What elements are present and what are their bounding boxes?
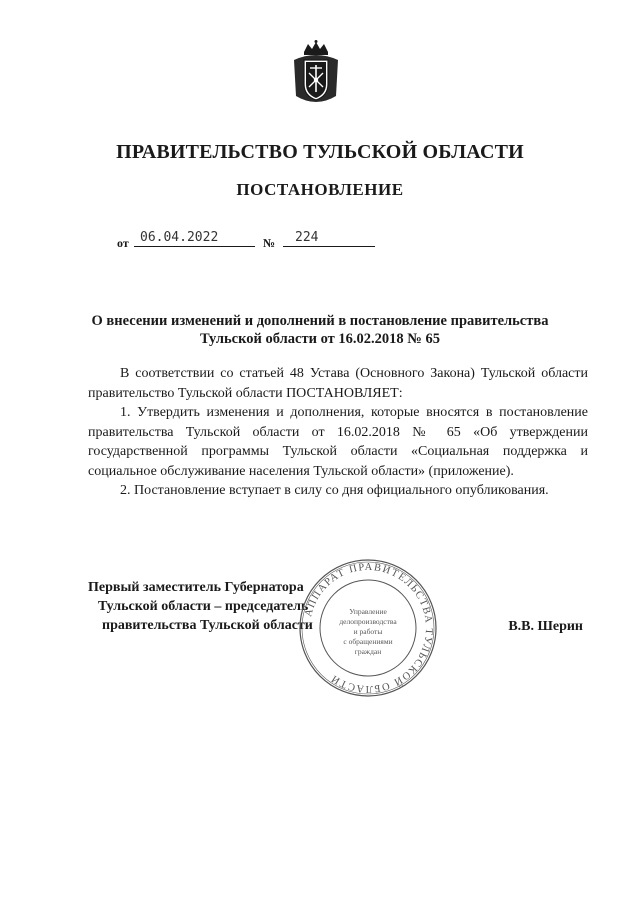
subject-line-2: Тульской области от 16.02.2018 № 65 [200, 331, 440, 347]
body-paragraph-1: В соответствии со статьей 48 Устава (Основного Закона) Тульской области правительство Тульской области ПОСТАНОВЛЯЕТ: [88, 366, 588, 401]
document-body [88, 364, 588, 501]
org-title: ПРАВИТЕЛЬСТВО ТУЛЬСКОЙ ОБЛАСТИ [116, 141, 524, 163]
stamp-inner-line-5: граждан [354, 647, 382, 656]
signer-name: В.В. Шерин [508, 619, 583, 634]
date-label: от [117, 236, 129, 250]
stamp-inner-line-3: и работы [353, 627, 383, 636]
body-paragraph-3: 2. Постановление вступает в силу со дня официального опубликования. [120, 483, 549, 498]
document-type: ПОСТАНОВЛЕНИЕ [236, 180, 404, 199]
stamp-inner-line-1: Управление [349, 607, 387, 616]
official-stamp [297, 557, 439, 699]
stamp-inner-line-4: с обращениями [343, 637, 393, 646]
subject-line-1: О внесении изменений и дополнений в постановление правительства [91, 313, 549, 329]
date-value: 06.04.2022 [140, 230, 219, 245]
number-label: № [263, 236, 276, 250]
stamp-outer-text: АППАРАТ ПРАВИТЕЛЬСТВА ТУЛЬСКОЙ ОБЛАСТИ [303, 561, 435, 695]
signer-position-line-2: Тульской области – председатель [98, 599, 309, 614]
signer-position-line-1: Первый заместитель Губернатора [88, 580, 304, 595]
signer-position-line-3: правительства Тульской области [102, 618, 313, 633]
coat-of-arms-icon [290, 40, 342, 108]
number-value: 224 [295, 230, 319, 245]
document-subject [60, 312, 580, 348]
date-underline [134, 246, 255, 247]
stamp-inner-line-2: делопроизводства [339, 617, 397, 626]
body-paragraph-2: 1. Утвердить изменения и дополнения, которые вносятся в постановление правительства Тульской области от 16.02.2018 № 65 «Об утверждении государственной программы Тульской области «Социальная поддержка и социальное обслуживание населения Тульской области» (приложение). [88, 405, 588, 479]
number-underline [283, 246, 375, 247]
